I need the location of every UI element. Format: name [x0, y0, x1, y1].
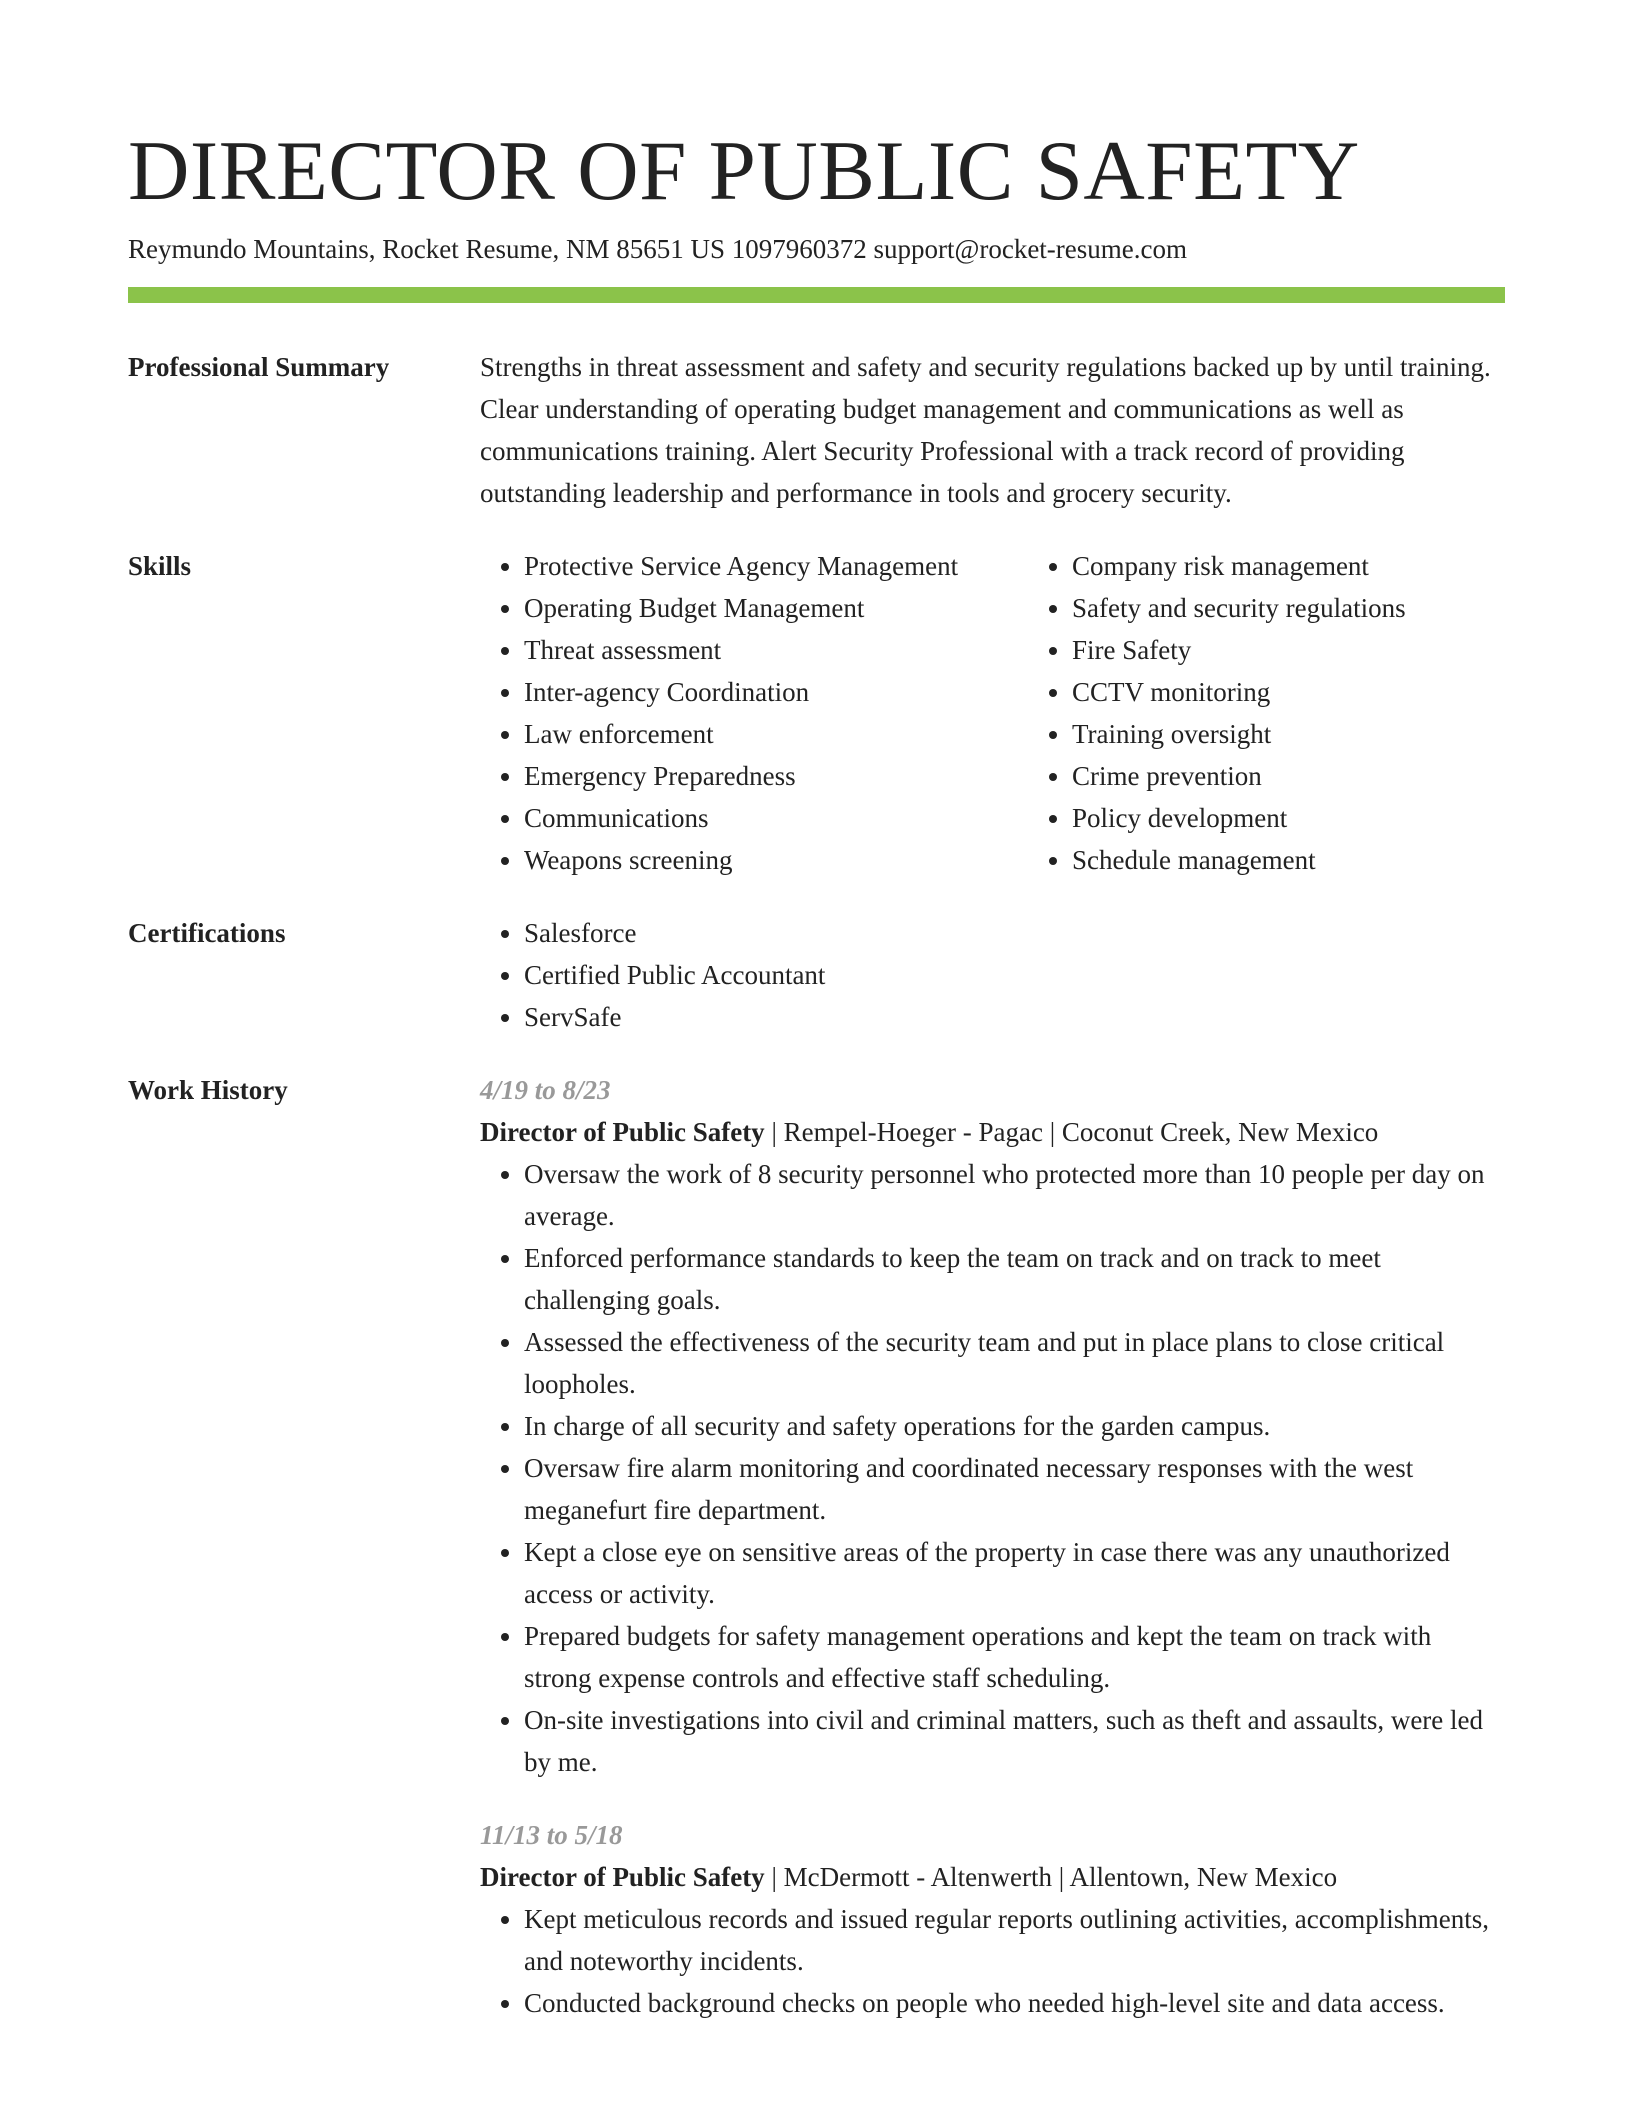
- skill-item: • Safety and security regulations: [1072, 587, 1572, 629]
- certifications-label: Certifications: [128, 918, 286, 948]
- job-bullet: • Enforced performance standards to keep the team on track and on track to meet challenging goals.: [524, 1237, 1505, 1321]
- skill-item: • Schedule management: [1072, 839, 1572, 881]
- job-dates: 4/19 to 8/23: [480, 1075, 611, 1105]
- skills-section: [128, 545, 1505, 881]
- skill-item: • Weapons screening: [524, 839, 1028, 881]
- resume-page: [128, 0, 1505, 2024]
- skill-item: • Operating Budget Management: [524, 587, 1028, 629]
- skill-item: • Inter-agency Coordination: [524, 671, 1028, 713]
- job-bullet: • Kept a close eye on sensitive areas of the property in case there was any unauthorized access or activity.: [524, 1531, 1505, 1615]
- certifications-section: [128, 912, 1505, 1038]
- certification-item: • ServSafe: [524, 996, 1505, 1038]
- certification-item: • Certified Public Accountant: [524, 954, 1505, 996]
- job-bullet: • On-site investigations into civil and criminal matters, such as theft and assaults, were led by me.: [524, 1699, 1505, 1783]
- job-bullet-list: [480, 1153, 1505, 1783]
- job-bullet: • Conducted background checks on people who needed high-level site and data access.: [524, 1982, 1505, 2024]
- job-title: Director of Public Safety: [480, 1117, 765, 1147]
- work-history-label: Work History: [128, 1075, 288, 1105]
- job-bullet: • Oversaw the work of 8 security personnel who protected more than 10 people per day on average.: [524, 1153, 1505, 1237]
- skill-item: • Emergency Preparedness: [524, 755, 1028, 797]
- job-title: Director of Public Safety: [480, 1862, 765, 1892]
- skill-item: • Fire Safety: [1072, 629, 1572, 671]
- skill-item: • Protective Service Agency Management: [524, 545, 1028, 587]
- job-bullet: • Oversaw fire alarm monitoring and coordinated necessary responses with the west meganefurt fire department.: [524, 1447, 1505, 1531]
- job-employer-location: | Rempel-Hoeger - Pagac | Coconut Creek, New Mexico: [764, 1117, 1379, 1147]
- job-bullet: • Kept meticulous records and issued regular reports outlining activities, accomplishments, and noteworthy incidents.: [524, 1898, 1505, 1982]
- summary-text: Strengths in threat assessment and safety and security regulations backed up by until training. Clear understanding of operating budget management and communications as well as communications training. Alert Security Professional with a track record of providing outstanding leadership and performance in tools and grocery security.: [480, 352, 1491, 508]
- skills-label: Skills: [128, 551, 192, 581]
- work-history-section: [128, 1069, 1505, 2024]
- skills-list-left: [480, 545, 1028, 881]
- skill-item: • Law enforcement: [524, 713, 1028, 755]
- job-bullet: • Prepared budgets for safety management operations and kept the team on track with strong expense controls and effective staff scheduling.: [524, 1615, 1505, 1699]
- skill-item: • Crime prevention: [1072, 755, 1572, 797]
- certifications-list: [480, 912, 1505, 1038]
- skill-item: • Company risk management: [1072, 545, 1572, 587]
- contact-info: Reymundo Mountains, Rocket Resume, NM 85651 US 1097960372 support@rocket-resume.com: [128, 234, 1187, 264]
- job-heading: [480, 1856, 1505, 1898]
- job-entry: [480, 1069, 1505, 1783]
- skill-item: • Policy development: [1072, 797, 1572, 839]
- skill-item: • Training oversight: [1072, 713, 1572, 755]
- job-dates: 11/13 to 5/18: [480, 1820, 623, 1850]
- job-bullet: • Assessed the effectiveness of the security team and put in place plans to close critical loopholes.: [524, 1321, 1505, 1405]
- skill-item: • CCTV monitoring: [1072, 671, 1572, 713]
- job-employer-location: | McDermott - Altenwerth | Allentown, New Mexico: [764, 1862, 1338, 1892]
- skill-item: • Threat assessment: [524, 629, 1028, 671]
- skill-item: • Communications: [524, 797, 1028, 839]
- resume-title: DIRECTOR OF PUBLIC SAFETY: [128, 124, 1360, 218]
- job-bullet: • In charge of all security and safety operations for the garden campus.: [524, 1405, 1505, 1447]
- skills-list-right: [1028, 545, 1572, 881]
- header-accent-rule: [128, 287, 1505, 303]
- summary-section: [128, 346, 1505, 514]
- job-heading: [480, 1111, 1505, 1153]
- job-entry: [480, 1814, 1505, 2024]
- certification-item: • Salesforce: [524, 912, 1505, 954]
- job-bullet-list: [480, 1898, 1505, 2024]
- summary-label: Professional Summary: [128, 352, 390, 382]
